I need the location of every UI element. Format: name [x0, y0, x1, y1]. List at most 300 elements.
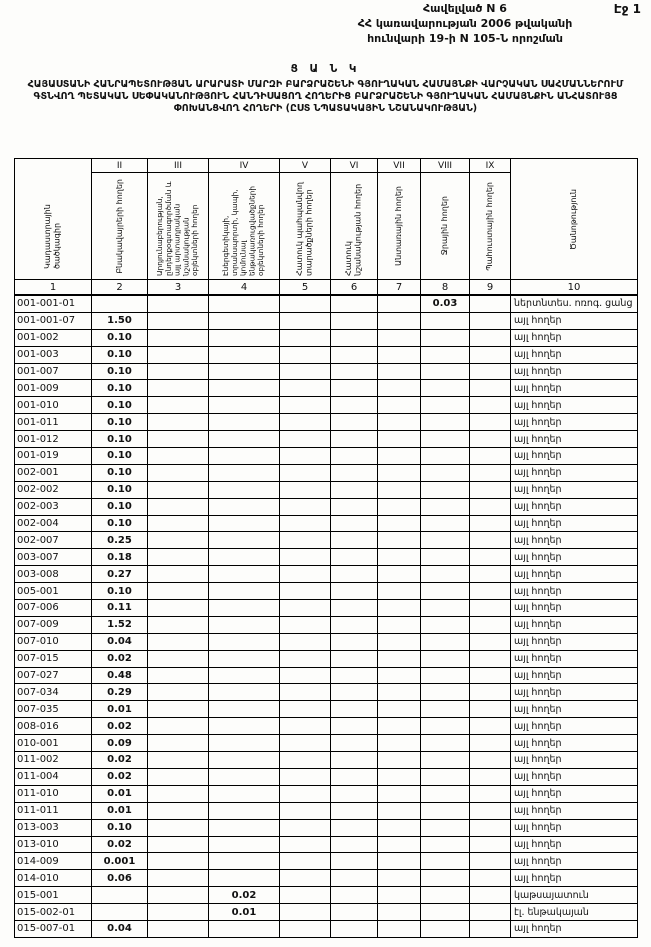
cadastral-code-cell: 011-010 [15, 785, 92, 802]
area-value-cell [378, 853, 421, 870]
area-value-cell: 0.10 [92, 448, 148, 465]
area-value-cell [378, 752, 421, 769]
area-value-cell [331, 397, 378, 414]
roman-numeral-v: V [280, 159, 331, 173]
area-value-cell [421, 600, 470, 617]
title-heading: Ց Ա Ն Կ [290, 63, 361, 75]
area-value-cell [378, 819, 421, 836]
area-value-cell [378, 785, 421, 802]
title-body: ՀԱՅԱՍՏԱՆԻ ՀԱՆՐԱՊԵՏՈՒԹՅԱՆ ԱՐԱՐԱՏԻ ՄԱՐԶԻ ԲԱՐՁՐԱՇԵՆԻ ԳՅՈՒՂԱԿԱՆ ՀԱՄԱՅՆՔԻ ՎԱՐՉԱԿԱՆ ՍԱՀՄԱՆՆԵՐՈՒՄ ԳՏՆՎՈՂ ՊԵՏԱԿԱՆ ՍԵՓԱԿԱՆՈՒԹՅՈՒՆ ՀԱՆԴԻՍԱՑՈՂ ՀՈՂԵՐԻՑ ԲԱՐՁՐԱՇԵՆԻ ԳՅՈՒՂԱԿԱՆ ՀԱՄԱՅՆՔԻՆ ԱՆՀԱՏՈՒՅՑ ՓՈԽԱՆՑՎՈՂ ՀՈՂԵՐԻ (ԸՍՏ ՆՊԱՏԱԿԱՅԻՆ ՆՇԱՆԱԿՈՒԹՅԱՆ) [27, 78, 624, 115]
area-value-cell [470, 752, 511, 769]
area-value-cell: 0.09 [92, 735, 148, 752]
area-value-cell [148, 684, 209, 701]
table-row [15, 448, 638, 465]
area-value-cell [470, 887, 511, 904]
area-value-cell [421, 785, 470, 802]
area-value-cell [209, 363, 280, 380]
note-cell: այլ հողեր [511, 448, 638, 465]
area-value-cell: 0.01 [92, 785, 148, 802]
area-value-cell [331, 380, 378, 397]
area-value-cell [331, 481, 378, 498]
area-value-cell: 0.01 [92, 701, 148, 718]
table-row [15, 312, 638, 329]
area-value-cell [331, 836, 378, 853]
column-number: 9 [470, 280, 511, 296]
area-value-cell [148, 650, 209, 667]
note-cell: այլ հողեր [511, 819, 638, 836]
area-value-cell [209, 481, 280, 498]
area-value-cell [378, 583, 421, 600]
area-value-cell: 0.10 [92, 515, 148, 532]
area-value-cell [148, 819, 209, 836]
area-value-cell [378, 600, 421, 617]
area-value-cell [331, 684, 378, 701]
roman-numeral-vi: VI [331, 159, 378, 173]
cadastral-code-cell: 001-012 [15, 431, 92, 448]
area-value-cell [470, 650, 511, 667]
cadastral-code-cell: 014-009 [15, 853, 92, 870]
note-cell: այլ հողեր [511, 667, 638, 684]
area-value-cell [421, 802, 470, 819]
area-value-cell [331, 363, 378, 380]
area-value-cell [209, 549, 280, 566]
area-value-cell [331, 295, 378, 312]
area-value-cell [470, 414, 511, 431]
note-cell: այլ հողեր [511, 346, 638, 363]
cadastral-code-cell: 015-002-01 [15, 904, 92, 921]
area-value-cell [148, 735, 209, 752]
header-cadastral-code [15, 159, 92, 280]
area-value-cell [148, 752, 209, 769]
cadastral-code-cell: 001-001-01 [15, 295, 92, 312]
header-energy-transport-lands [209, 173, 280, 280]
note-cell: այլ հողեր [511, 498, 638, 515]
area-value-cell [470, 718, 511, 735]
note-cell: այլ հողեր [511, 566, 638, 583]
area-value-cell [331, 667, 378, 684]
area-value-cell [331, 853, 378, 870]
header-energy-transport-lands-label: Էներգետիկայի, տրանսպորտի, կապի, կոմունալ ենթակառուցվածքների օբյեկտների հողեր [221, 185, 266, 276]
area-value-cell [148, 397, 209, 414]
header-special-purpose-lands [331, 173, 378, 280]
cadastral-code-cell: 001-001-07 [15, 312, 92, 329]
area-value-cell [209, 819, 280, 836]
area-value-cell [148, 802, 209, 819]
area-value-cell [148, 667, 209, 684]
area-value-cell [331, 920, 378, 937]
area-value-cell [421, 481, 470, 498]
note-cell: այլ հողեր [511, 735, 638, 752]
area-value-cell [280, 380, 331, 397]
roman-numeral-iv: IV [209, 159, 280, 173]
area-value-cell [421, 870, 470, 887]
area-value-cell [421, 735, 470, 752]
area-value-cell [148, 616, 209, 633]
area-value-cell: 0.04 [92, 633, 148, 650]
area-value-cell [421, 380, 470, 397]
area-value-cell [331, 802, 378, 819]
table-row [15, 498, 638, 515]
area-value-cell [280, 481, 331, 498]
header-special-purpose-lands-label: Հատուկ նշանակության հողեր [344, 183, 363, 276]
area-value-cell [378, 431, 421, 448]
note-cell: այլ հողեր [511, 363, 638, 380]
note-cell: այլ հողեր [511, 464, 638, 481]
cadastral-code-cell: 015-007-01 [15, 920, 92, 937]
cadastral-code-cell: 001-002 [15, 329, 92, 346]
note-cell: այլ հողեր [511, 616, 638, 633]
area-value-cell [92, 887, 148, 904]
cadastral-code-cell: 008-016 [15, 718, 92, 735]
header-settlement-lands-label: Բնակավայրերի հողեր [114, 178, 124, 274]
area-value-cell [209, 768, 280, 785]
area-value-cell [209, 616, 280, 633]
area-value-cell [470, 735, 511, 752]
area-value-cell [209, 515, 280, 532]
cadastral-code-cell: 005-001 [15, 583, 92, 600]
area-value-cell [148, 633, 209, 650]
area-value-cell [280, 397, 331, 414]
area-value-cell [421, 920, 470, 937]
cadastral-code-cell: 002-007 [15, 532, 92, 549]
area-value-cell [209, 312, 280, 329]
area-value-cell: 0.02 [92, 836, 148, 853]
area-value-cell [209, 735, 280, 752]
cadastral-code-cell: 007-035 [15, 701, 92, 718]
table-row [15, 515, 638, 532]
area-value-cell [148, 448, 209, 465]
area-value-cell [421, 887, 470, 904]
area-value-cell [331, 329, 378, 346]
note-cell: այլ հողեր [511, 583, 638, 600]
roman-numeral-ii: II [92, 159, 148, 173]
area-value-cell [209, 583, 280, 600]
appendix-line-3: հունվարի 19-ի N 105-Ն որոշման [367, 31, 563, 45]
area-value-cell: 0.18 [92, 549, 148, 566]
area-value-cell [421, 498, 470, 515]
area-value-cell [421, 431, 470, 448]
header-reserve-lands-label: Պահուստային հողեր [485, 181, 495, 271]
area-value-cell: 0.10 [92, 329, 148, 346]
area-value-cell [421, 532, 470, 549]
area-value-cell [378, 718, 421, 735]
area-value-cell: 0.01 [209, 904, 280, 921]
column-numbers-row [15, 280, 638, 296]
area-value-cell [209, 718, 280, 735]
area-value-cell [470, 920, 511, 937]
table-row [15, 853, 638, 870]
table-row [15, 735, 638, 752]
area-value-cell [378, 295, 421, 312]
table-row [15, 549, 638, 566]
area-value-cell [421, 701, 470, 718]
area-value-cell: 0.06 [92, 870, 148, 887]
area-value-cell [378, 363, 421, 380]
cadastral-code-cell: 011-002 [15, 752, 92, 769]
area-value-cell [331, 904, 378, 921]
note-cell: այլ հողեր [511, 312, 638, 329]
header-water-lands [421, 173, 470, 280]
cadastral-code-cell: 007-009 [15, 616, 92, 633]
area-value-cell [378, 920, 421, 937]
area-value-cell [421, 633, 470, 650]
area-value-cell: 0.10 [92, 363, 148, 380]
area-value-cell [148, 853, 209, 870]
area-value-cell [280, 312, 331, 329]
cadastral-code-cell: 001-019 [15, 448, 92, 465]
area-value-cell [470, 431, 511, 448]
area-value-cell [421, 853, 470, 870]
table-row [15, 870, 638, 887]
note-cell: այլ հողեր [511, 768, 638, 785]
area-value-cell [331, 718, 378, 735]
area-value-cell [378, 667, 421, 684]
table-row [15, 752, 638, 769]
area-value-cell [470, 819, 511, 836]
area-value-cell [331, 448, 378, 465]
area-value-cell [470, 768, 511, 785]
table-row [15, 295, 638, 312]
area-value-cell [470, 633, 511, 650]
area-value-cell [470, 870, 511, 887]
area-value-cell [148, 363, 209, 380]
table-row [15, 431, 638, 448]
area-value-cell [280, 701, 331, 718]
area-value-cell [470, 701, 511, 718]
roman-numeral-row [15, 159, 638, 173]
area-value-cell [331, 701, 378, 718]
cadastral-code-cell: 003-007 [15, 549, 92, 566]
area-value-cell [421, 464, 470, 481]
cadastral-code-cell: 002-004 [15, 515, 92, 532]
area-value-cell: 0.02 [92, 650, 148, 667]
header-note-label: Ծանոթություն [569, 188, 579, 250]
note-cell: էլ. ենթակայան [511, 904, 638, 921]
header-protected-territories-lands [280, 173, 331, 280]
area-value-cell [331, 600, 378, 617]
area-value-cell [421, 549, 470, 566]
table-row [15, 566, 638, 583]
area-value-cell: 0.10 [92, 464, 148, 481]
area-value-cell [209, 870, 280, 887]
area-value-cell [378, 566, 421, 583]
area-value-cell [421, 346, 470, 363]
area-value-cell [209, 566, 280, 583]
area-value-cell [148, 887, 209, 904]
area-value-cell [470, 532, 511, 549]
land-transfer-table [14, 158, 638, 938]
area-value-cell [421, 768, 470, 785]
note-cell: այլ հողեր [511, 380, 638, 397]
table-row [15, 836, 638, 853]
appendix-reference [285, 2, 645, 47]
area-value-cell [209, 380, 280, 397]
appendix-line-1: Հավելված N 6 [423, 2, 507, 15]
area-value-cell [378, 735, 421, 752]
note-cell: այլ հողեր [511, 684, 638, 701]
column-number: 8 [421, 280, 470, 296]
table-row [15, 667, 638, 684]
area-value-cell [331, 870, 378, 887]
area-value-cell [470, 684, 511, 701]
area-value-cell [280, 718, 331, 735]
area-value-cell: 0.02 [92, 718, 148, 735]
cadastral-code-cell: 001-007 [15, 363, 92, 380]
area-value-cell [421, 566, 470, 583]
area-value-cell [331, 515, 378, 532]
area-value-cell [148, 904, 209, 921]
area-value-cell [378, 836, 421, 853]
area-value-cell: 1.52 [92, 616, 148, 633]
area-value-cell [148, 870, 209, 887]
area-value-cell: 0.01 [92, 802, 148, 819]
area-value-cell [331, 346, 378, 363]
area-value-cell [148, 583, 209, 600]
table-row [15, 583, 638, 600]
area-value-cell: 0.02 [92, 752, 148, 769]
note-cell: այլ հողեր [511, 701, 638, 718]
note-cell: այլ հողեր [511, 481, 638, 498]
table-row [15, 532, 638, 549]
area-value-cell [280, 904, 331, 921]
area-value-cell [209, 633, 280, 650]
table-row [15, 616, 638, 633]
note-cell: այլ հողեր [511, 329, 638, 346]
cadastral-code-cell: 014-010 [15, 870, 92, 887]
roman-numeral-viii: VIII [421, 159, 470, 173]
area-value-cell [148, 346, 209, 363]
area-value-cell [331, 312, 378, 329]
area-value-cell [209, 498, 280, 515]
area-value-cell [470, 802, 511, 819]
cadastral-code-cell: 011-011 [15, 802, 92, 819]
header-settlement-lands [92, 173, 148, 280]
area-value-cell: 0.10 [92, 380, 148, 397]
header-forest-lands-label: Անտառային հողեր [394, 186, 404, 266]
table-row [15, 768, 638, 785]
area-value-cell [470, 329, 511, 346]
area-value-cell [331, 498, 378, 515]
area-value-cell [470, 397, 511, 414]
table-row [15, 887, 638, 904]
table-row [15, 802, 638, 819]
area-value-cell [280, 819, 331, 836]
table-row [15, 904, 638, 921]
note-cell: այլ հողեր [511, 549, 638, 566]
header-note [511, 159, 638, 280]
table-row [15, 380, 638, 397]
header-forest-lands [378, 173, 421, 280]
roman-numeral-ix: IX [470, 159, 511, 173]
note-cell: այլ հողեր [511, 920, 638, 937]
column-number: 6 [331, 280, 378, 296]
column-number: 3 [148, 280, 209, 296]
note-cell: այլ հողեր [511, 600, 638, 617]
area-value-cell [470, 481, 511, 498]
area-value-cell [280, 464, 331, 481]
area-value-cell [470, 600, 511, 617]
area-value-cell [470, 616, 511, 633]
area-value-cell [331, 431, 378, 448]
area-value-cell [209, 329, 280, 346]
area-value-cell [378, 346, 421, 363]
area-value-cell [148, 312, 209, 329]
area-value-cell [148, 718, 209, 735]
cadastral-code-cell: 002-001 [15, 464, 92, 481]
area-value-cell [421, 515, 470, 532]
area-value-cell [470, 836, 511, 853]
area-value-cell [421, 667, 470, 684]
area-value-cell [470, 515, 511, 532]
area-value-cell [209, 684, 280, 701]
area-value-cell [209, 448, 280, 465]
area-value-cell [378, 701, 421, 718]
area-value-cell: 0.10 [92, 583, 148, 600]
area-value-cell: 0.001 [92, 853, 148, 870]
area-value-cell [421, 414, 470, 431]
area-value-cell [378, 481, 421, 498]
area-value-cell [209, 397, 280, 414]
area-value-cell [331, 752, 378, 769]
area-value-cell [148, 532, 209, 549]
area-value-cell: 0.48 [92, 667, 148, 684]
area-value-cell [378, 515, 421, 532]
note-cell: ներտնտես. ոռոգ. ցանց [511, 295, 638, 312]
area-value-cell [209, 295, 280, 312]
area-value-cell [378, 633, 421, 650]
area-value-cell [331, 414, 378, 431]
area-value-cell [378, 498, 421, 515]
area-value-cell [280, 515, 331, 532]
area-value-cell: 0.10 [92, 819, 148, 836]
note-cell: այլ հողեր [511, 785, 638, 802]
area-value-cell [331, 650, 378, 667]
table-row [15, 684, 638, 701]
area-value-cell [280, 836, 331, 853]
area-value-cell: 0.11 [92, 600, 148, 617]
note-cell: այլ հողեր [511, 752, 638, 769]
column-number: 5 [280, 280, 331, 296]
cadastral-code-cell: 001-011 [15, 414, 92, 431]
area-value-cell [470, 566, 511, 583]
table-row [15, 363, 638, 380]
area-value-cell [470, 667, 511, 684]
area-value-cell [209, 650, 280, 667]
table-body [15, 295, 638, 937]
page-number: Էջ 1 [613, 2, 641, 16]
cadastral-code-cell: 007-027 [15, 667, 92, 684]
area-value-cell [148, 768, 209, 785]
area-value-cell [280, 853, 331, 870]
area-value-cell [209, 853, 280, 870]
area-value-cell [378, 312, 421, 329]
cadastral-code-cell: 001-009 [15, 380, 92, 397]
area-value-cell [280, 363, 331, 380]
cadastral-code-cell: 015-001 [15, 887, 92, 904]
cadastral-code-cell: 007-015 [15, 650, 92, 667]
area-value-cell [209, 701, 280, 718]
area-value-cell [470, 448, 511, 465]
area-value-cell: 0.02 [209, 887, 280, 904]
area-value-cell [421, 819, 470, 836]
area-value-cell [378, 887, 421, 904]
cadastral-code-cell: 007-034 [15, 684, 92, 701]
area-value-cell [470, 380, 511, 397]
area-value-cell [148, 431, 209, 448]
area-value-cell [331, 549, 378, 566]
area-value-cell: 0.29 [92, 684, 148, 701]
table-row [15, 920, 638, 937]
